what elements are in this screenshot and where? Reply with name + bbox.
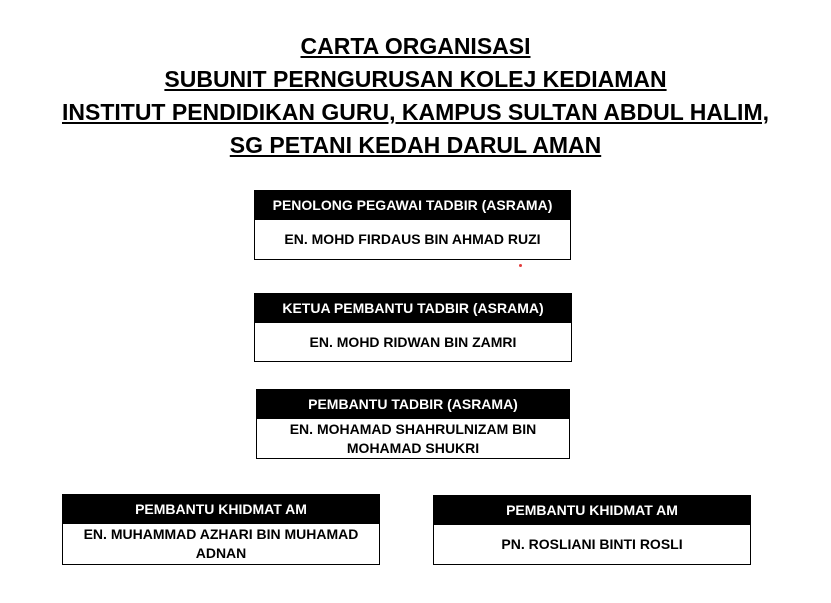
title-line-1: CARTA ORGANISASI xyxy=(300,33,531,59)
title-line-3: INSTITUT PENDIDIKAN GURU, KAMPUS SULTAN ABDUL HALIM, xyxy=(61,99,769,125)
position-card-penolong-pegawai-tadbir xyxy=(254,190,571,260)
position-role: PEMBANTU KHIDMAT AM xyxy=(63,495,379,524)
chart-title xyxy=(0,30,831,162)
position-role: PEMBANTU KHIDMAT AM xyxy=(434,496,750,525)
position-card-pembantu-khidmat-am-2 xyxy=(433,495,751,565)
position-holder-name: PN. ROSLIANI BINTI ROSLI xyxy=(501,536,683,552)
position-holder-name: EN. MUHAMMAD AZHARI BIN MUHAMAD ADNAN xyxy=(83,526,359,561)
position-role: PEMBANTU TADBIR (ASRAMA) xyxy=(257,390,569,419)
position-card-pembantu-tadbir xyxy=(256,389,570,459)
position-holder-name: EN. MOHAMAD SHAHRULNIZAM BIN MOHAMAD SHUKRI xyxy=(289,420,537,456)
position-holder-name: EN. MOHD RIDWAN BIN ZAMRI xyxy=(309,333,517,350)
title-line-2: SUBUNIT PERNGURUSAN KOLEJ KEDIAMAN xyxy=(164,66,667,92)
position-card-ketua-pembantu-tadbir xyxy=(254,293,572,362)
position-role: KETUA PEMBANTU TADBIR (ASRAMA) xyxy=(255,294,571,323)
position-card-pembantu-khidmat-am-1 xyxy=(62,494,380,565)
title-line-4: SG PETANI KEDAH DARUL AMAN xyxy=(229,132,602,158)
position-holder-name: EN. MOHD FIRDAUS BIN AHMAD RUZI xyxy=(284,231,541,247)
position-role: PENOLONG PEGAWAI TADBIR (ASRAMA) xyxy=(255,191,570,220)
red-dot-mark xyxy=(519,264,522,267)
